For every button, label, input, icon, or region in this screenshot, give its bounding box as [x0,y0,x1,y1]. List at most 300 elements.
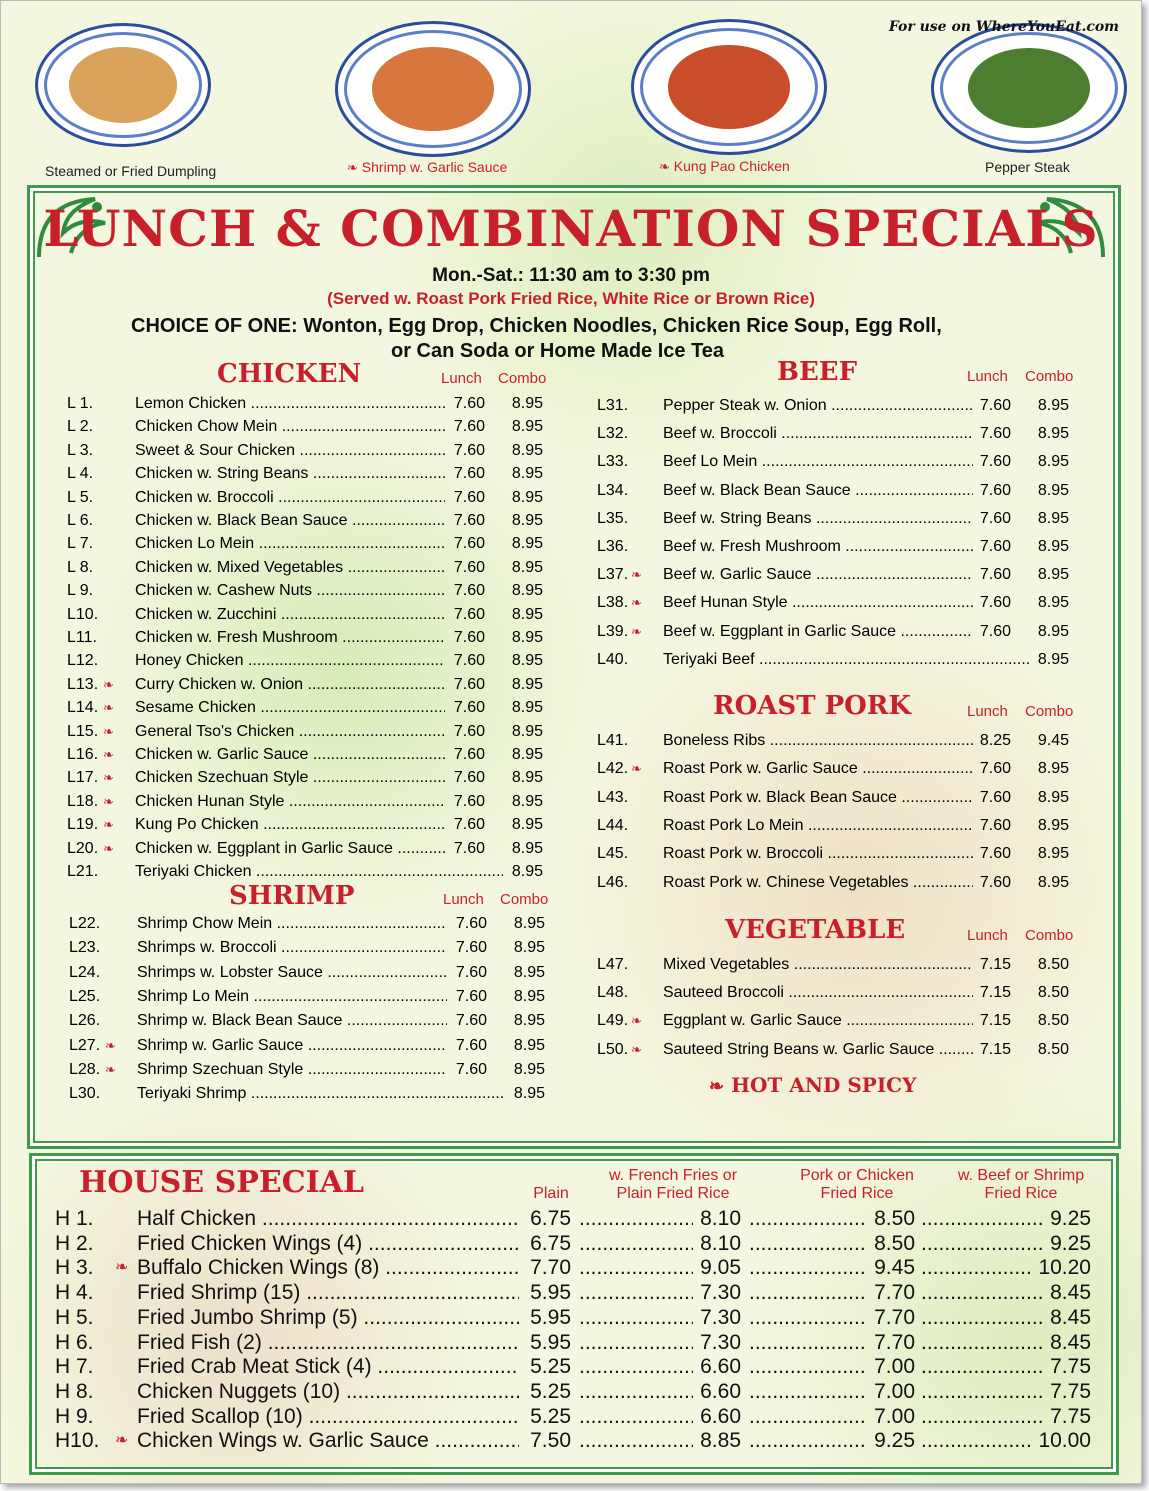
item-name: Lemon Chicken ..... [135,394,445,414]
item-code: L42. [597,760,629,778]
hot-pepper-icon: ❧ [115,1259,129,1277]
item-code: H 4. [55,1281,94,1305]
house-item-row [55,1207,1115,1231]
lunch-price: 7.60 [453,792,485,810]
combo-price: 8.95 [1037,622,1069,640]
beef-shrimp-column-header [941,1167,1101,1203]
house-price: 6.75 [530,1231,571,1255]
house-price: 7.30 [700,1305,741,1329]
item-code: L23. [69,939,101,957]
combo-price: 8.95 [513,939,545,957]
house-price: 6.75 [530,1207,571,1230]
menu-item-row [1,1040,1141,1060]
house-price: 7.50 [530,1429,571,1453]
leader-dots [579,1306,693,1330]
lunch-price: 7.60 [455,963,487,981]
item-name: Chicken Wings w. Garlic Sauce ..... [137,1429,519,1453]
hot-pepper-icon: ❧ [103,700,114,716]
combo-price: 8.95 [511,512,543,529]
item-code: L33. [597,453,629,471]
item-name: Fried Shrimp (15) ..... [137,1281,519,1305]
lunch-price: 7.60 [979,873,1011,891]
item-name: Curry Chicken w. Onion ..... [135,675,445,695]
choice-of-one-text: CHOICE OF ONE: Wonton, Egg Drop, Chicken Noodles, Chicken Rice Soup, Egg Roll, [131,315,942,337]
item-name: Sesame Chicken ..... [135,698,445,718]
leader-dots [921,1281,1043,1305]
item-code: L22. [69,915,101,932]
photo-caption: Steamed or Fried Dumpling [45,163,217,179]
menu-item-row [1,698,1141,718]
menu-item-row [1,955,1141,975]
hot-pepper-icon: ❧ [105,1061,116,1077]
item-name: Fried Crab Meat Stick (4) ..... [137,1355,519,1379]
combo-price: 8.95 [513,1012,545,1030]
house-price: 5.25 [530,1404,571,1428]
house-price: 8.45 [1050,1330,1091,1354]
lunch-price: 7.60 [979,816,1011,834]
hot-pepper-icon: ❧ [103,840,114,856]
leader-dots [579,1405,693,1429]
combo-column-header: Combo [500,891,549,908]
leader-dots [579,1256,693,1280]
item-name: Half Chicken ..... [137,1207,519,1231]
hot-pepper-icon: ❧ [631,1013,642,1029]
lunch-price: 7.60 [455,939,487,957]
menu-item-row [1,731,1141,751]
house-price: 5.25 [530,1355,571,1379]
house-price: 8.10 [700,1231,741,1255]
item-name: Chicken Hunan Style ..... [135,792,445,812]
house-price: 6.60 [700,1379,741,1403]
combo-price: 8.95 [1037,845,1069,863]
combo-price: 8.95 [511,675,543,693]
leader-dots [579,1380,693,1404]
leader-dots [579,1355,693,1379]
item-code: H10. [55,1429,100,1453]
item-name: Fried Scallop (10) ..... [137,1405,519,1429]
house-price: 8.45 [1050,1305,1091,1329]
photo-caption: Pepper Steak [985,159,1070,175]
combo-price: 8.95 [1037,425,1069,443]
item-name: Chicken Nuggets (10) ..... [137,1380,519,1404]
item-name: Eggplant w. Garlic Sauce ..... [663,1011,973,1031]
item-name: Beef Lo Mein ..... [663,452,973,472]
item-name: Chicken Lo Mein ..... [135,534,445,554]
house-item-row [55,1232,1115,1256]
menu-item-row [1,844,1141,864]
leader-dots [579,1207,693,1231]
house-price: 7.75 [1050,1355,1091,1379]
combo-price: 8.95 [511,769,543,787]
lunch-price: 7.60 [453,605,485,623]
item-code: L 9. [67,582,94,600]
hot-pepper-icon: ❧ [659,159,670,174]
lunch-price: 7.15 [979,1040,1011,1058]
combo-price: 8.50 [1037,956,1069,973]
item-name: Fried Jumbo Shrimp (5) ..... [137,1306,519,1330]
lunch-price: 7.60 [453,535,485,553]
lunch-price: 7.60 [453,652,485,670]
lunch-price: 7.60 [453,395,485,412]
item-code: H 6. [55,1330,94,1354]
house-price: 10.20 [1038,1256,1091,1280]
item-name: Shrimp Chow Mein ..... [137,914,447,934]
lunch-price: 7.60 [979,425,1011,443]
hot-pepper-icon: ❧ [631,1041,642,1057]
item-name: Roast Pork w. Black Bean Sauce ..... [663,788,973,808]
item-code: H 1. [55,1207,94,1230]
combo-price: 8.95 [513,987,545,1005]
lunch-price: 7.60 [455,1060,487,1078]
chicken-heading: CHICKEN [217,359,362,389]
item-code: L 7. [67,535,94,553]
pork-chicken-column-header [787,1167,927,1203]
plain-column-header: Plain [533,1185,569,1202]
item-code: L36. [597,538,629,555]
lunch-price: 7.60 [453,582,485,600]
combo-price: 8.95 [1037,538,1069,555]
item-name: Chicken w. Cashew Nuts ..... [135,581,445,601]
hot-pepper-icon: ❧ [103,676,114,692]
house-price: 7.70 [874,1305,915,1329]
item-name: Roast Pork w. Broccoli ..... [663,844,973,864]
menu-item-row [1,481,1141,501]
lunch-price: 7.60 [979,509,1011,527]
item-code: L26. [69,1012,101,1030]
house-item-row [55,1405,1115,1429]
item-name: Honey Chicken ..... [135,651,445,671]
page-title: LUNCH & COMBINATION SPECIALS [43,199,1099,258]
lunch-price: 7.60 [979,453,1011,471]
leader-dots [921,1232,1043,1256]
house-price: 7.75 [1050,1379,1091,1403]
house-item-row [55,1380,1115,1404]
combo-column-header: Combo [1025,703,1074,720]
lunch-price: 7.15 [979,956,1011,973]
menu-item-row [1,509,1141,529]
item-code: L32. [597,425,629,443]
menu-item-row [1,914,1141,934]
item-code: H 7. [55,1355,94,1379]
item-name: Teriyaki Chicken ..... [135,862,503,882]
combo-price: 9.45 [1037,732,1069,749]
house-item-row [55,1331,1115,1355]
item-code: L 5. [67,488,94,506]
leader-dots [921,1207,1043,1231]
item-name: Beef w. Fresh Mushroom ..... [663,537,973,557]
beef-column-header-line1: w. Beef or Shrimp [957,1167,1085,1184]
leader-dots [579,1429,693,1453]
lunch-price: 7.60 [979,622,1011,640]
lunch-price: 7.60 [453,441,485,459]
house-price: 9.25 [1050,1231,1091,1255]
item-code: L46. [597,873,629,891]
combo-price: 8.95 [511,746,543,763]
combo-column-header: Combo [1025,368,1074,385]
item-code: L45. [597,845,629,863]
item-name: Chicken Chow Mein ..... [135,417,445,437]
photo-caption: ❧ Kung Pao Chicken [659,158,790,174]
menu-item-row [1,1060,1141,1080]
vegetable-heading: VEGETABLE [725,915,906,945]
leader-dots [749,1281,867,1305]
lunch-column-header: Lunch [441,370,482,387]
item-code: L34. [597,481,629,499]
lunch-price: 7.60 [453,816,485,834]
lunch-price: 7.60 [979,760,1011,778]
item-code: L43. [597,788,629,806]
item-code: L25. [69,987,101,1005]
lunch-price: 7.60 [453,418,485,436]
item-code: L30. [69,1085,101,1103]
lunch-price: 7.60 [455,915,487,932]
combo-price: 8.95 [1037,509,1069,527]
item-code: L11. [67,629,97,646]
combo-price: 8.95 [511,699,543,717]
item-name: Shrimp w. Black Bean Sauce ..... [137,1011,447,1031]
menu-item-row [1,622,1141,642]
item-code: L27. [69,1036,101,1054]
item-code: L19. [67,816,99,834]
item-name: Beef Hunan Style ..... [663,593,973,613]
item-code: L50. [597,1040,629,1058]
item-code: L12. [67,652,99,670]
house-price: 9.05 [700,1256,741,1280]
item-name: Chicken w. Eggplant in Garlic Sauce ..... [135,839,445,859]
item-name: Beef w. Eggplant in Garlic Sauce ..... [663,622,973,642]
combo-price: 8.95 [511,582,543,600]
item-code: L20. [67,839,99,857]
combo-price: 8.95 [511,488,543,506]
leader-dots [579,1232,693,1256]
house-price: 10.00 [1038,1429,1091,1453]
shrimp-heading: SHRIMP [229,881,355,911]
house-price: 5.95 [530,1281,571,1305]
hot-pepper-icon: ❧ [103,793,114,809]
item-name: Roast Pork w. Chinese Vegetables ..... [663,873,973,893]
menu-item-row [1,537,1141,557]
item-name: Fried Chicken Wings (4) ..... [137,1232,519,1256]
combo-price: 8.95 [511,629,543,646]
hot-pepper-icon: ❧ [105,1037,116,1053]
item-name: Buffalo Chicken Wings (8) ..... [137,1256,519,1280]
item-code: L47. [597,956,629,973]
item-name: Fried Fish (2) ..... [137,1331,519,1355]
choice-of-one-text-2: or Can Soda or Home Made Ice Tea [391,340,725,362]
item-name: Beef w. String Beans ..... [663,509,973,529]
item-name: Chicken w. Broccoli ..... [135,488,445,508]
combo-price: 8.95 [513,963,545,981]
lunch-price: 7.60 [979,594,1011,612]
lunch-price: 7.60 [453,512,485,529]
item-name: Chicken w. String Beans ..... [135,464,445,484]
house-price: 7.30 [700,1330,741,1354]
fries-column-header-line2: Plain Fried Rice [616,1185,730,1202]
leader-dots [921,1380,1043,1404]
item-name: Pepper Steak w. Onion ..... [663,396,973,416]
hot-pepper-icon: ❧ [103,723,114,739]
lunch-price: 7.15 [979,1012,1011,1030]
served-with-text: (Served w. Roast Pork Fried Rice, White Rice or Brown Rice) [327,289,815,308]
menu-item-row [1,983,1141,1003]
lunch-column-header: Lunch [967,703,1008,720]
leader-dots [749,1306,867,1330]
item-code: L40. [597,650,629,668]
item-code: L 8. [67,558,94,576]
house-price: 8.85 [700,1429,741,1453]
item-name: Shrimps w. Broccoli ..... [137,938,447,958]
lunch-price: 7.60 [979,788,1011,806]
item-code: L31. [597,397,629,414]
house-price: 8.50 [874,1231,915,1255]
item-code: L21. [67,863,99,880]
combo-price: 8.95 [1037,594,1069,612]
item-code: L35. [597,509,629,527]
house-price: 6.60 [700,1404,741,1428]
combo-price: 8.50 [1037,1040,1069,1058]
item-name: Teriyaki Shrimp ..... [137,1084,505,1104]
item-code: L18. [67,792,99,810]
item-code: H 8. [55,1379,94,1403]
photo-caption: ❧ Shrimp w. Garlic Sauce [347,159,508,175]
lunch-column-header: Lunch [967,368,1008,385]
house-price: 8.50 [874,1207,915,1230]
menu-item-row [1,1084,1141,1104]
item-name: Sauteed String Beans w. Garlic Sauce ..... [663,1040,973,1060]
leader-dots [749,1355,867,1379]
menu-item-row [1,816,1141,836]
dumpling-photo [35,23,211,147]
item-code: L13. [67,675,99,693]
item-name: Roast Pork w. Garlic Sauce ..... [663,759,973,779]
combo-price: 8.95 [513,1060,545,1078]
item-name: Chicken w. Garlic Sauce ..... [135,745,445,765]
combo-price: 8.95 [1037,873,1069,891]
lunch-price: 7.60 [979,566,1011,584]
leader-dots [921,1306,1043,1330]
hot-pepper-icon: ❧ [115,1432,129,1450]
combo-price: 8.95 [1037,566,1069,584]
beef-heading: BEEF [777,357,858,387]
lunch-price: 7.60 [453,488,485,506]
combo-price: 8.95 [511,441,543,459]
pepper-steak-photo [931,23,1127,153]
item-name: Shrimp Szechuan Style ..... [137,1060,447,1080]
house-price: 7.00 [874,1355,915,1379]
item-code: L 1. [67,395,94,412]
combo-price: 8.95 [511,558,543,576]
lunch-price: 7.60 [455,1012,487,1030]
house-price: 6.60 [700,1355,741,1379]
leader-dots [921,1331,1043,1355]
leader-dots [749,1256,867,1280]
item-name: General Tso's Chicken ..... [135,722,445,742]
lunch-column-header: Lunch [443,891,484,908]
menu-item-row [1,675,1141,695]
house-price: 7.70 [874,1330,915,1354]
pork-column-header-line1: Pork or Chicken [800,1167,914,1184]
lunch-price: 7.60 [453,675,485,693]
fries-column-header-line1: w. French Fries or [608,1167,738,1184]
lunch-price: 7.60 [453,558,485,576]
item-name: Teriyaki Beef ..... [663,650,1031,670]
item-code: L16. [67,746,99,763]
combo-price: 8.95 [511,863,543,880]
combo-price: 8.95 [513,1036,545,1054]
combo-price: 8.95 [511,722,543,740]
item-name: Beef w. Broccoli ..... [663,424,973,444]
house-item-row [55,1355,1115,1379]
lunch-column-header: Lunch [967,927,1008,944]
hot-pepper-icon: ❧ [631,595,642,611]
house-price: 7.75 [1050,1404,1091,1428]
item-code: L17. [67,769,99,787]
item-code: L 6. [67,512,94,529]
lunch-price: 8.25 [979,732,1011,749]
item-name: Kung Po Chicken ..... [135,815,445,835]
menu-item-row [1,1011,1141,1031]
menu-item-row [1,788,1141,808]
item-code: L24. [69,963,101,981]
menu-item-row [1,759,1141,779]
lunch-price: 7.60 [453,746,485,763]
lunch-price: 7.60 [455,987,487,1005]
combo-price: 8.95 [511,652,543,670]
item-name: Shrimps w. Lobster Sauce ..... [137,963,447,983]
menu-item-row [1,593,1141,613]
item-name: Beef w. Black Bean Sauce ..... [663,481,973,501]
item-name: Chicken Szechuan Style ..... [135,768,445,788]
lunch-price: 7.60 [453,722,485,740]
kung-pao-photo [631,19,827,155]
house-price: 9.25 [1050,1207,1091,1230]
lunch-price: 7.60 [455,1036,487,1054]
pork-column-header-line2: Fried Rice [820,1185,894,1202]
leader-dots [749,1331,867,1355]
house-price: 7.70 [874,1281,915,1305]
shrimp-garlic-photo [335,21,531,157]
menu-item-row [1,565,1141,585]
leader-dots [749,1429,867,1453]
hot-and-spicy-legend: ❧ HOT AND SPICY [709,1073,917,1097]
hot-pepper-icon: ❧ [631,761,642,777]
combo-price: 8.95 [513,915,545,932]
leader-dots [579,1331,693,1355]
hot-pepper-icon: ❧ [347,160,358,175]
menu-item-row [1,873,1141,893]
house-special-heading: HOUSE SPECIAL [79,1165,364,1200]
item-code: H 2. [55,1231,94,1255]
house-item-row [55,1281,1115,1305]
combo-price: 8.95 [511,792,543,810]
house-price: 5.25 [530,1379,571,1403]
combo-price: 8.95 [511,535,543,553]
item-name: Chicken w. Black Bean Sauce ..... [135,511,445,531]
leader-dots [749,1380,867,1404]
item-name: Chicken w. Mixed Vegetables ..... [135,558,445,578]
menu-item-row [1,424,1141,444]
house-price: 5.95 [530,1305,571,1329]
house-price: 5.95 [530,1330,571,1354]
combo-price: 8.95 [1037,453,1069,471]
combo-column-header: Combo [1025,927,1074,944]
house-price: 7.70 [530,1256,571,1280]
item-name: Shrimp w. Garlic Sauce ..... [137,1036,447,1056]
shrimp-food-image [372,47,494,130]
combo-price: 8.95 [511,465,543,483]
beef-column-header-line2: Fried Rice [984,1185,1058,1202]
item-code: L38. [597,594,629,612]
